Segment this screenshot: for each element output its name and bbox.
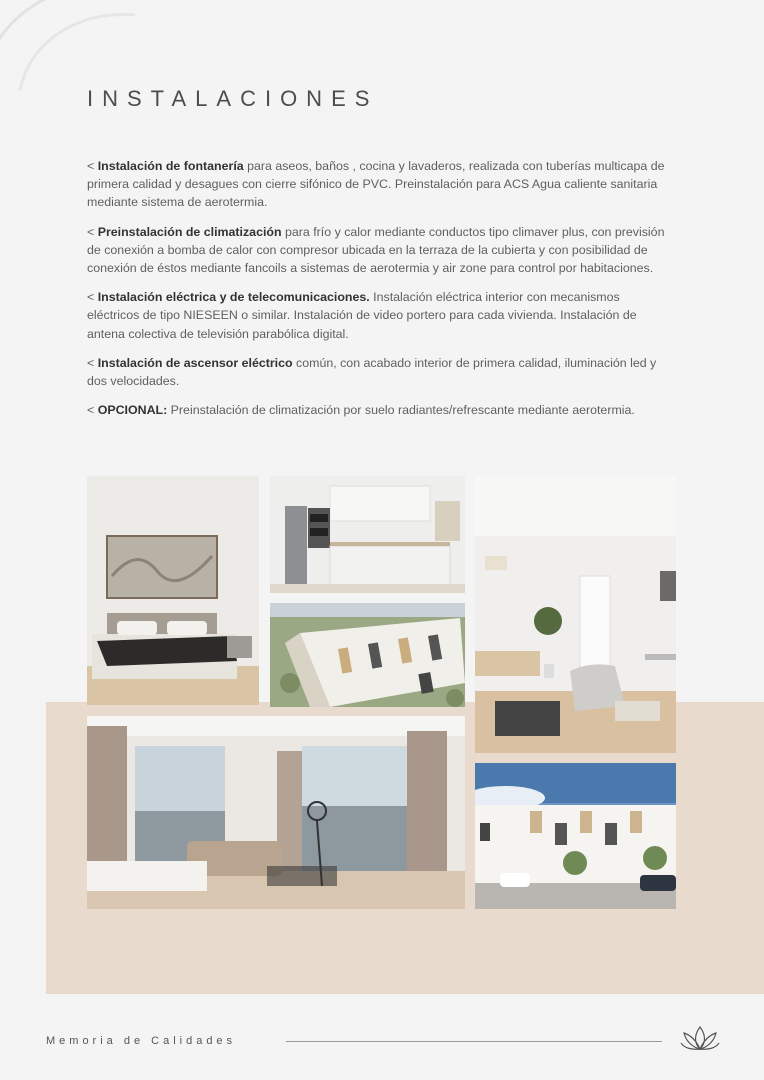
lotus-icon (680, 1025, 720, 1051)
section-text: para frío y calor mediante conductos tipo climaver plus, con previsión de conexión a bomba de calor con compresor ubicada en la terraza de la cubierta y con posibilidad de conexión de éstos mediante fancoils a sistemas de aerotermia y air zone para control por habitaciones. (87, 224, 665, 276)
section-text: común, con acabado interior de primera calidad, iluminación led y dos velocidades. (87, 355, 657, 389)
installations-list (87, 157, 672, 430)
section-bullet: < (87, 290, 98, 305)
section-lead: Instalación eléctrica y de telecomunicaciones. (97, 290, 370, 305)
footer-divider (286, 1041, 662, 1042)
section-climate (87, 223, 672, 278)
living-room-photo (475, 476, 676, 753)
section-text: Preinstalación de climatización por suelo radiantes/refrescante mediante aerotermia. (167, 403, 635, 418)
footer-title: Memoria de Calidades (46, 1035, 237, 1047)
aerial-building-photo (270, 603, 465, 707)
street-exterior-photo (475, 763, 676, 909)
corner-leaf-ornament (0, 0, 140, 100)
section-bullet: < (87, 403, 98, 418)
section-elevator (87, 354, 672, 390)
section-electrical (87, 288, 672, 343)
section-lead: OPCIONAL: (97, 403, 168, 418)
lounge-window-photo (87, 716, 465, 909)
page-title: INSTALACIONES (87, 86, 379, 111)
section-optional (87, 401, 672, 419)
section-lead: Preinstalación de climatización (97, 224, 282, 239)
section-bullet: < (87, 224, 98, 239)
section-lead: Instalación de fontanería (97, 159, 244, 173)
section-text: para aseos, baños , cocina y lavaderos, realizada con tuberías multicapa de primera calidad y desagues con cierre sifónico de PVC. Preinstalación para ACS Agua caliente sanitaria mediante sistema de aerotermia. (87, 159, 665, 210)
section-plumbing (87, 157, 672, 212)
section-bullet: < (87, 355, 98, 370)
section-text: Instalación eléctrica interior con mecanismos eléctricos de tipo NIESEEN o similar. Instalación de video portero para cada vivienda. Instalación de antena colectiva de televisión parabólica digital. (87, 290, 637, 341)
section-lead: Instalación de ascensor eléctrico (97, 355, 293, 370)
section-bullet: < (87, 159, 98, 173)
kitchen-photo (270, 476, 465, 593)
bedroom-photo (87, 476, 259, 705)
